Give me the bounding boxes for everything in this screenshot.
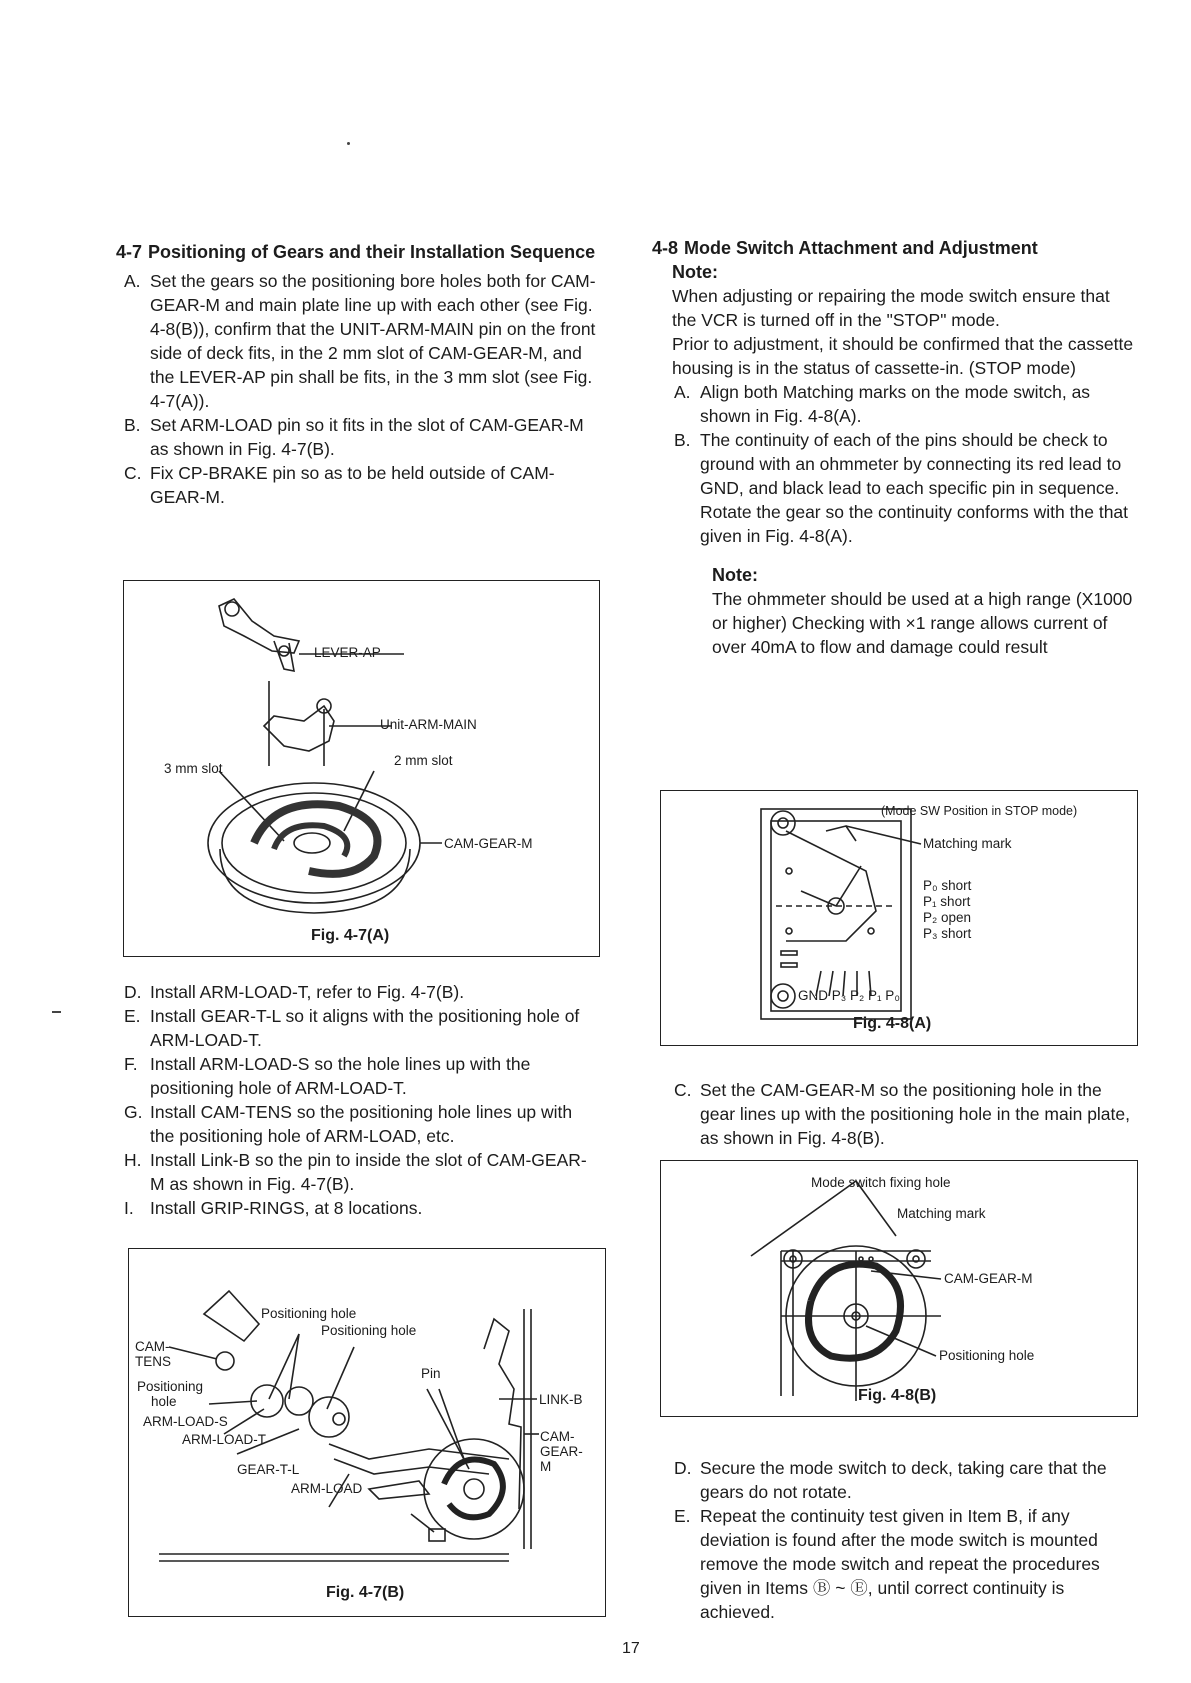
section-4-7-heading bbox=[116, 240, 596, 265]
figure-4-8b-drawing bbox=[661, 1161, 1137, 1416]
step-letter: H. bbox=[124, 1150, 142, 1170]
label-cam-gear-3: M bbox=[540, 1459, 552, 1474]
label-link-b: LINK-B bbox=[539, 1392, 583, 1407]
step-text: Install GRIP-RINGS, at 8 locations. bbox=[150, 1198, 423, 1218]
step-letter: E. bbox=[674, 1506, 691, 1526]
section-4-7-number: 4-7 bbox=[116, 242, 143, 262]
step-letter: C. bbox=[124, 463, 142, 483]
step-a bbox=[666, 380, 1136, 428]
step-g bbox=[116, 1100, 600, 1148]
step-a bbox=[116, 269, 596, 413]
step-letter: A. bbox=[124, 271, 141, 291]
step-c bbox=[666, 1078, 1136, 1150]
label-arm-load-s: ARM-LOAD-S bbox=[143, 1414, 228, 1429]
label-cam-tens-2: TENS bbox=[135, 1354, 172, 1369]
step-letter: A. bbox=[674, 382, 691, 402]
inner-note bbox=[652, 564, 1136, 659]
label-bottom-pins: GND P₃ P₂ P₁ P₀ bbox=[798, 988, 900, 1003]
step-d bbox=[666, 1456, 1136, 1504]
step-text: Install GEAR-T-L so it aligns with the positioning hole of ARM-LOAD-T. bbox=[150, 1006, 580, 1050]
step-letter: F. bbox=[124, 1054, 138, 1074]
label-p0: P₀ short bbox=[923, 878, 972, 893]
figure-4-7a-caption: Fig. 4-7(A) bbox=[311, 927, 390, 944]
section-4-8-note bbox=[652, 261, 1136, 380]
figure-4-8a-caption: Fig. 4-8(A) bbox=[853, 1015, 932, 1032]
figure-4-8a bbox=[660, 790, 1138, 1046]
label-p1: P₁ short bbox=[923, 894, 971, 909]
inner-note-heading: Note: bbox=[712, 565, 758, 585]
step-text: Set the CAM-GEAR-M so the positioning hole in the gear lines up with the positioning hole in the main plate, as shown in Fig. 4-8(B). bbox=[700, 1080, 1130, 1148]
step-i bbox=[116, 1196, 600, 1220]
step-h bbox=[116, 1148, 600, 1196]
label-positioning-hole-2: Positioning hole bbox=[321, 1323, 417, 1338]
inner-note-text: The ohmmeter should be used at a high range (X1000 or higher) Checking with ×1 range allows current of over 40mA to flow and damage could result bbox=[712, 589, 1133, 657]
step-text: Set the gears so the positioning bore holes both for CAM-GEAR-M and main plate line up with each other (see Fig. 4-8(B)), confirm that the UNIT-ARM-MAIN pin on the front side of deck fits, in the 2 mm slot of CAM-GEAR-M, and the LEVER-AP pin shall be fits, in the 3 mm slot (see Fig. 4-7(A)). bbox=[150, 271, 596, 411]
label-cam-gear-m: CAM-GEAR-M bbox=[444, 836, 533, 851]
step-c bbox=[116, 461, 596, 509]
figure-4-8b bbox=[660, 1160, 1138, 1417]
label-3mm-slot: 3 mm slot bbox=[164, 761, 223, 776]
step-letter: D. bbox=[674, 1458, 692, 1478]
step-text: Fix CP-BRAKE pin so as to be held outside of CAM-GEAR-M. bbox=[150, 463, 555, 507]
label-positioning-hole-3a: Positioning bbox=[137, 1379, 204, 1394]
step-text: Set ARM-LOAD pin so it fits in the slot of CAM-GEAR-M as shown in Fig. 4-7(B). bbox=[150, 415, 584, 459]
step-f bbox=[116, 1052, 600, 1100]
label-mode-switch-fixing-hole: Mode switch fixing hole bbox=[811, 1175, 951, 1190]
section-4-7 bbox=[116, 240, 596, 509]
note-paragraph-1: When adjusting or repairing the mode switch ensure that the VCR is turned off in the "STOP" mode. bbox=[672, 286, 1110, 330]
figure-4-7a bbox=[123, 580, 600, 957]
step-e bbox=[116, 1004, 600, 1052]
label-cam-tens-1: CAM- bbox=[135, 1339, 170, 1354]
label-arm-load-t: ARM-LOAD-T bbox=[182, 1432, 266, 1447]
label-cam-gear-1: CAM- bbox=[540, 1429, 575, 1444]
step-letter: G. bbox=[124, 1102, 143, 1122]
section-4-8 bbox=[652, 236, 1136, 659]
step-letter: B. bbox=[674, 430, 691, 450]
step-text: The continuity of each of the pins should be check to ground with an ohmmeter by connecting its red lead to GND, and black lead to each specific pin in sequence. Rotate the gear so the continuity conforms with the that given in Fig. 4-8(A). bbox=[700, 430, 1129, 546]
stray-dot bbox=[347, 142, 350, 145]
label-matching-mark-b: Matching mark bbox=[897, 1206, 986, 1221]
figure-4-7b bbox=[128, 1248, 606, 1617]
label-pin: Pin bbox=[421, 1366, 441, 1381]
label-cam-gear-m-b: CAM-GEAR-M bbox=[944, 1271, 1033, 1286]
section-4-7-title: Positioning of Gears and their Installation Sequence bbox=[148, 242, 596, 262]
label-cam-gear-2: GEAR- bbox=[540, 1444, 583, 1459]
step-letter: E. bbox=[124, 1006, 141, 1026]
page-number: 17 bbox=[622, 1640, 640, 1657]
section-4-8-heading bbox=[652, 236, 1136, 261]
steps-d-e bbox=[666, 1456, 1136, 1624]
label-matching-mark: Matching mark bbox=[923, 836, 1012, 851]
step-text: Repeat the continuity test given in Item B, if any deviation is found after the mode switch is mounted remove the mode switch and repeat the procedures given in Items Ⓑ ~ Ⓔ, until correct continuity is achieved. bbox=[700, 1506, 1100, 1622]
step-d bbox=[116, 980, 600, 1004]
step-text: Install ARM-LOAD-S so the hole lines up with the positioning hole of ARM-LOAD-T. bbox=[150, 1054, 531, 1098]
label-positioning-hole-1: Positioning hole bbox=[261, 1306, 357, 1321]
step-b bbox=[116, 413, 596, 461]
label-lever-ap: LEVER-AP bbox=[314, 645, 381, 660]
figure-4-8b-caption: Fig. 4-8(B) bbox=[858, 1387, 937, 1404]
steps-a-c bbox=[116, 269, 596, 509]
step-e bbox=[666, 1504, 1136, 1624]
step-text: Install ARM-LOAD-T, refer to Fig. 4-7(B). bbox=[150, 982, 465, 1002]
label-gear-t-l: GEAR-T-L bbox=[237, 1462, 300, 1477]
label-arm-load: ARM-LOAD bbox=[291, 1481, 363, 1496]
step-letter: D. bbox=[124, 982, 142, 1002]
step-c-block bbox=[666, 1078, 1136, 1150]
step-letter: I. bbox=[124, 1198, 134, 1218]
figure-4-8a-drawing bbox=[661, 791, 1137, 1045]
step-letter: B. bbox=[124, 415, 141, 435]
figure-4-7b-caption: Fig. 4-7(B) bbox=[326, 1584, 405, 1601]
note-heading: Note: bbox=[672, 262, 718, 282]
stray-dash bbox=[52, 1011, 61, 1013]
label-2mm-slot: 2 mm slot bbox=[394, 753, 453, 768]
note-paragraph-2: Prior to adjustment, it should be confirmed that the cassette housing is in the status of cassette-in. (STOP mode) bbox=[672, 334, 1134, 378]
label-positioning-hole-3b: hole bbox=[151, 1394, 177, 1409]
step-b bbox=[666, 428, 1136, 548]
step-text: Install CAM-TENS so the positioning hole lines up with the positioning hole of ARM-LOAD, etc. bbox=[150, 1102, 573, 1146]
label-positioning-hole-b: Positioning hole bbox=[939, 1348, 1035, 1363]
label-p3: P₃ short bbox=[923, 926, 972, 941]
step-text: Align both Matching marks on the mode switch, as shown in Fig. 4-8(A). bbox=[700, 382, 1091, 426]
step-letter: C. bbox=[674, 1080, 692, 1100]
label-unit-arm-main: Unit-ARM-MAIN bbox=[380, 717, 477, 732]
steps-a-b bbox=[652, 380, 1136, 548]
section-4-8-title: Mode Switch Attachment and Adjustment bbox=[684, 238, 1038, 258]
steps-d-i bbox=[116, 980, 600, 1220]
step-text: Secure the mode switch to deck, taking care that the gears do not rotate. bbox=[700, 1458, 1107, 1502]
label-p2: P₂ open bbox=[923, 910, 972, 925]
section-4-8-number: 4-8 bbox=[652, 238, 679, 258]
step-text: Install Link-B so the pin to inside the slot of CAM-GEAR-M as shown in Fig. 4-7(B). bbox=[150, 1150, 587, 1194]
label-mode-sw-position: (Mode SW Position in STOP mode) bbox=[881, 804, 1078, 818]
